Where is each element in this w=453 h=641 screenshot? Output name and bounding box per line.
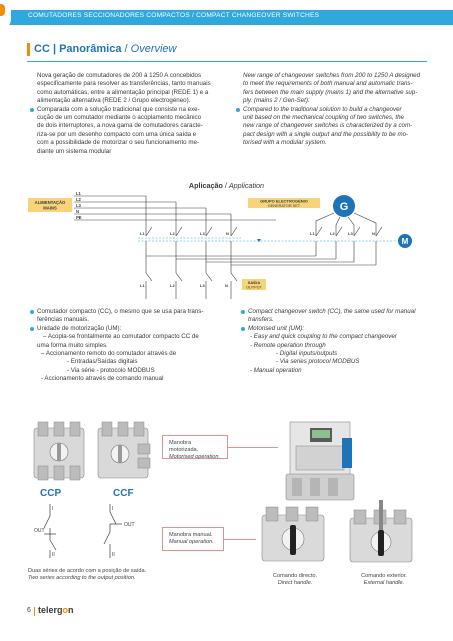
manual-leader-line [224, 539, 256, 540]
direct-handle-photo [256, 503, 332, 569]
motorised-unit-photo [280, 418, 370, 502]
title-rule [27, 61, 427, 62]
bullet-icon [30, 108, 34, 112]
title-pt: Panorâmica [59, 43, 122, 55]
lower-switch [146, 273, 237, 299]
ccp-i-label: I [52, 506, 54, 512]
title-sep: / [124, 43, 128, 55]
ccp-ii-label: II [52, 552, 55, 558]
mains-label-pt: ALIMENTAÇÃO [34, 200, 66, 205]
corner-accent [0, 4, 5, 16]
intro-pt-p1: Nova geração de comutadores de 200 à 1250 A concebidos especificamente para resolver as transferências, tanto manuais como automáticas, entre a alimentação principal (REDE 1) e a alimentação alternativa (REDE 2 / Grupo electrogéneo). [37, 72, 211, 105]
external-caption: Comando exterior. External handle. [361, 573, 407, 586]
line-label-n: N [76, 209, 80, 214]
output-label-pt: SAÍDA [247, 280, 261, 285]
footer-divider [34, 607, 35, 616]
ccf-label: CCF [113, 488, 134, 499]
bullet-icon [241, 310, 245, 314]
motor-symbol: M [401, 237, 409, 246]
upper-switch-l1: L1 [140, 231, 145, 236]
ccf-out-label: OUT [124, 522, 135, 528]
intro-pt [37, 72, 233, 156]
diagram-title: Aplicação / Application [188, 181, 265, 190]
bullet-icon [236, 108, 240, 112]
title-en: Overview [130, 43, 177, 55]
manual-note: Manobra manual. Manual operation. [162, 527, 224, 551]
ccf-i-label: I [112, 506, 114, 512]
upper-switch-l3: L3 [200, 231, 205, 236]
ccp-switch-photo [28, 418, 90, 486]
line-label-l2: L2 [76, 197, 81, 202]
line-label-l3: L3 [76, 203, 81, 208]
genset-label-pt: GRUPO ELECTROGÉNIO [260, 198, 308, 204]
lower-switch-n: N [225, 283, 228, 288]
direct-caption: Comando directo. Direct handle. [272, 573, 318, 586]
coupling-arrow-icon [257, 239, 261, 242]
bullet-icon [241, 327, 245, 331]
ccp-out-label: OUT [34, 528, 45, 534]
genset-label-en: GENERATOR SET [267, 203, 301, 208]
motorised-note: Manobra motorizada. Motorised operation. [162, 435, 228, 459]
output-schematics [30, 502, 160, 560]
title-accent-bar [27, 43, 30, 56]
ccf-switch-photo [92, 418, 154, 486]
intro-en [243, 72, 439, 148]
intro-pt-p2: Comparada com a solução tradicional que consiste na exe- cução de um comutador mediante o acoplamento mecânico de dois interruptores, a nova gama de comutadores caracte- riza-se por um desenho compacto com uma única saída e com a possibilidade de motorizar o seu funcionamento me- diante um sistema modular [37, 106, 233, 156]
ccp-label: CCP [40, 488, 62, 499]
ccf-ii-label: II [112, 552, 115, 558]
line-label-l1: L1 [76, 191, 81, 196]
output-label-en: OUTPUT [246, 285, 262, 290]
cross-links [146, 241, 376, 273]
page-title [34, 43, 177, 55]
upper-switch-n: N [226, 231, 229, 236]
upper-switch-l2: L2 [170, 231, 175, 236]
lower-switch-l1: L1 [140, 283, 145, 288]
generator-symbol: G [339, 201, 349, 213]
application-diagram [26, 191, 426, 301]
features-pt: Comutador compacto (CC), o mesmo que se usa para trans- ferências manuais. Unidade de motorização (UM): – Acopla-se frontalmente ao comutador compacto CC de uma forma muito simples. – Accionamento remoto do comutador através de - Entradas/Saídas digitais - Via série - protocolo MODBUS - Accionamento através de comando manual [37, 308, 233, 384]
bus-lines [74, 196, 276, 220]
page-number: 6 [27, 607, 31, 614]
gen-switch-n: N [372, 231, 375, 236]
bullet-icon [30, 327, 34, 331]
intro-en-p1: New range of changeover switches from 200 to 1250 A designed to meet the requirements of both manual and automatic trans- fers between the main supply (mains 1) and the alternative sup- ply. (mains 2 / Gen-Set). [243, 72, 421, 105]
lower-switch-l2: L2 [170, 283, 175, 288]
gen-switch-l3: L3 [348, 231, 353, 236]
series-caption: Duas séries de acordo com a posição de saída. Two series according to the output position. [28, 568, 147, 581]
header-title: COMUTADORES SECCIONADORES COMPACTOS / COMPACT CHANGEOVER SWITCHES [28, 12, 320, 19]
motorised-leader-line [228, 447, 278, 448]
mains-label-en: MAINS [43, 205, 57, 211]
title-prefix: CC | [34, 43, 57, 55]
line-label-pe: PE [76, 215, 82, 220]
lower-switch-l3: L3 [200, 283, 205, 288]
external-handle-photo [344, 500, 422, 570]
brand-logo: telergon [38, 605, 74, 615]
features-en: Compact changeover switch (CC), the same used for manual transfers. Motorised unit (UM): - Easy and quick coupling to the compact changeover - Remote operation through - Digital inputs/outputs - Via series protocol MODBUS - Manual operation [248, 308, 440, 375]
gen-switch-l1: L1 [310, 231, 315, 236]
intro-en-p2: Compared to the traditional solution to build a changeover unit based on the mechanical coupling of two switches, the new range of changeover switches is characterized by a com- pact design with a single output and the possibility to be mo- torised with a modular system. [243, 106, 439, 148]
gen-switch-l2: L2 [330, 231, 335, 236]
bullet-icon [30, 310, 34, 314]
